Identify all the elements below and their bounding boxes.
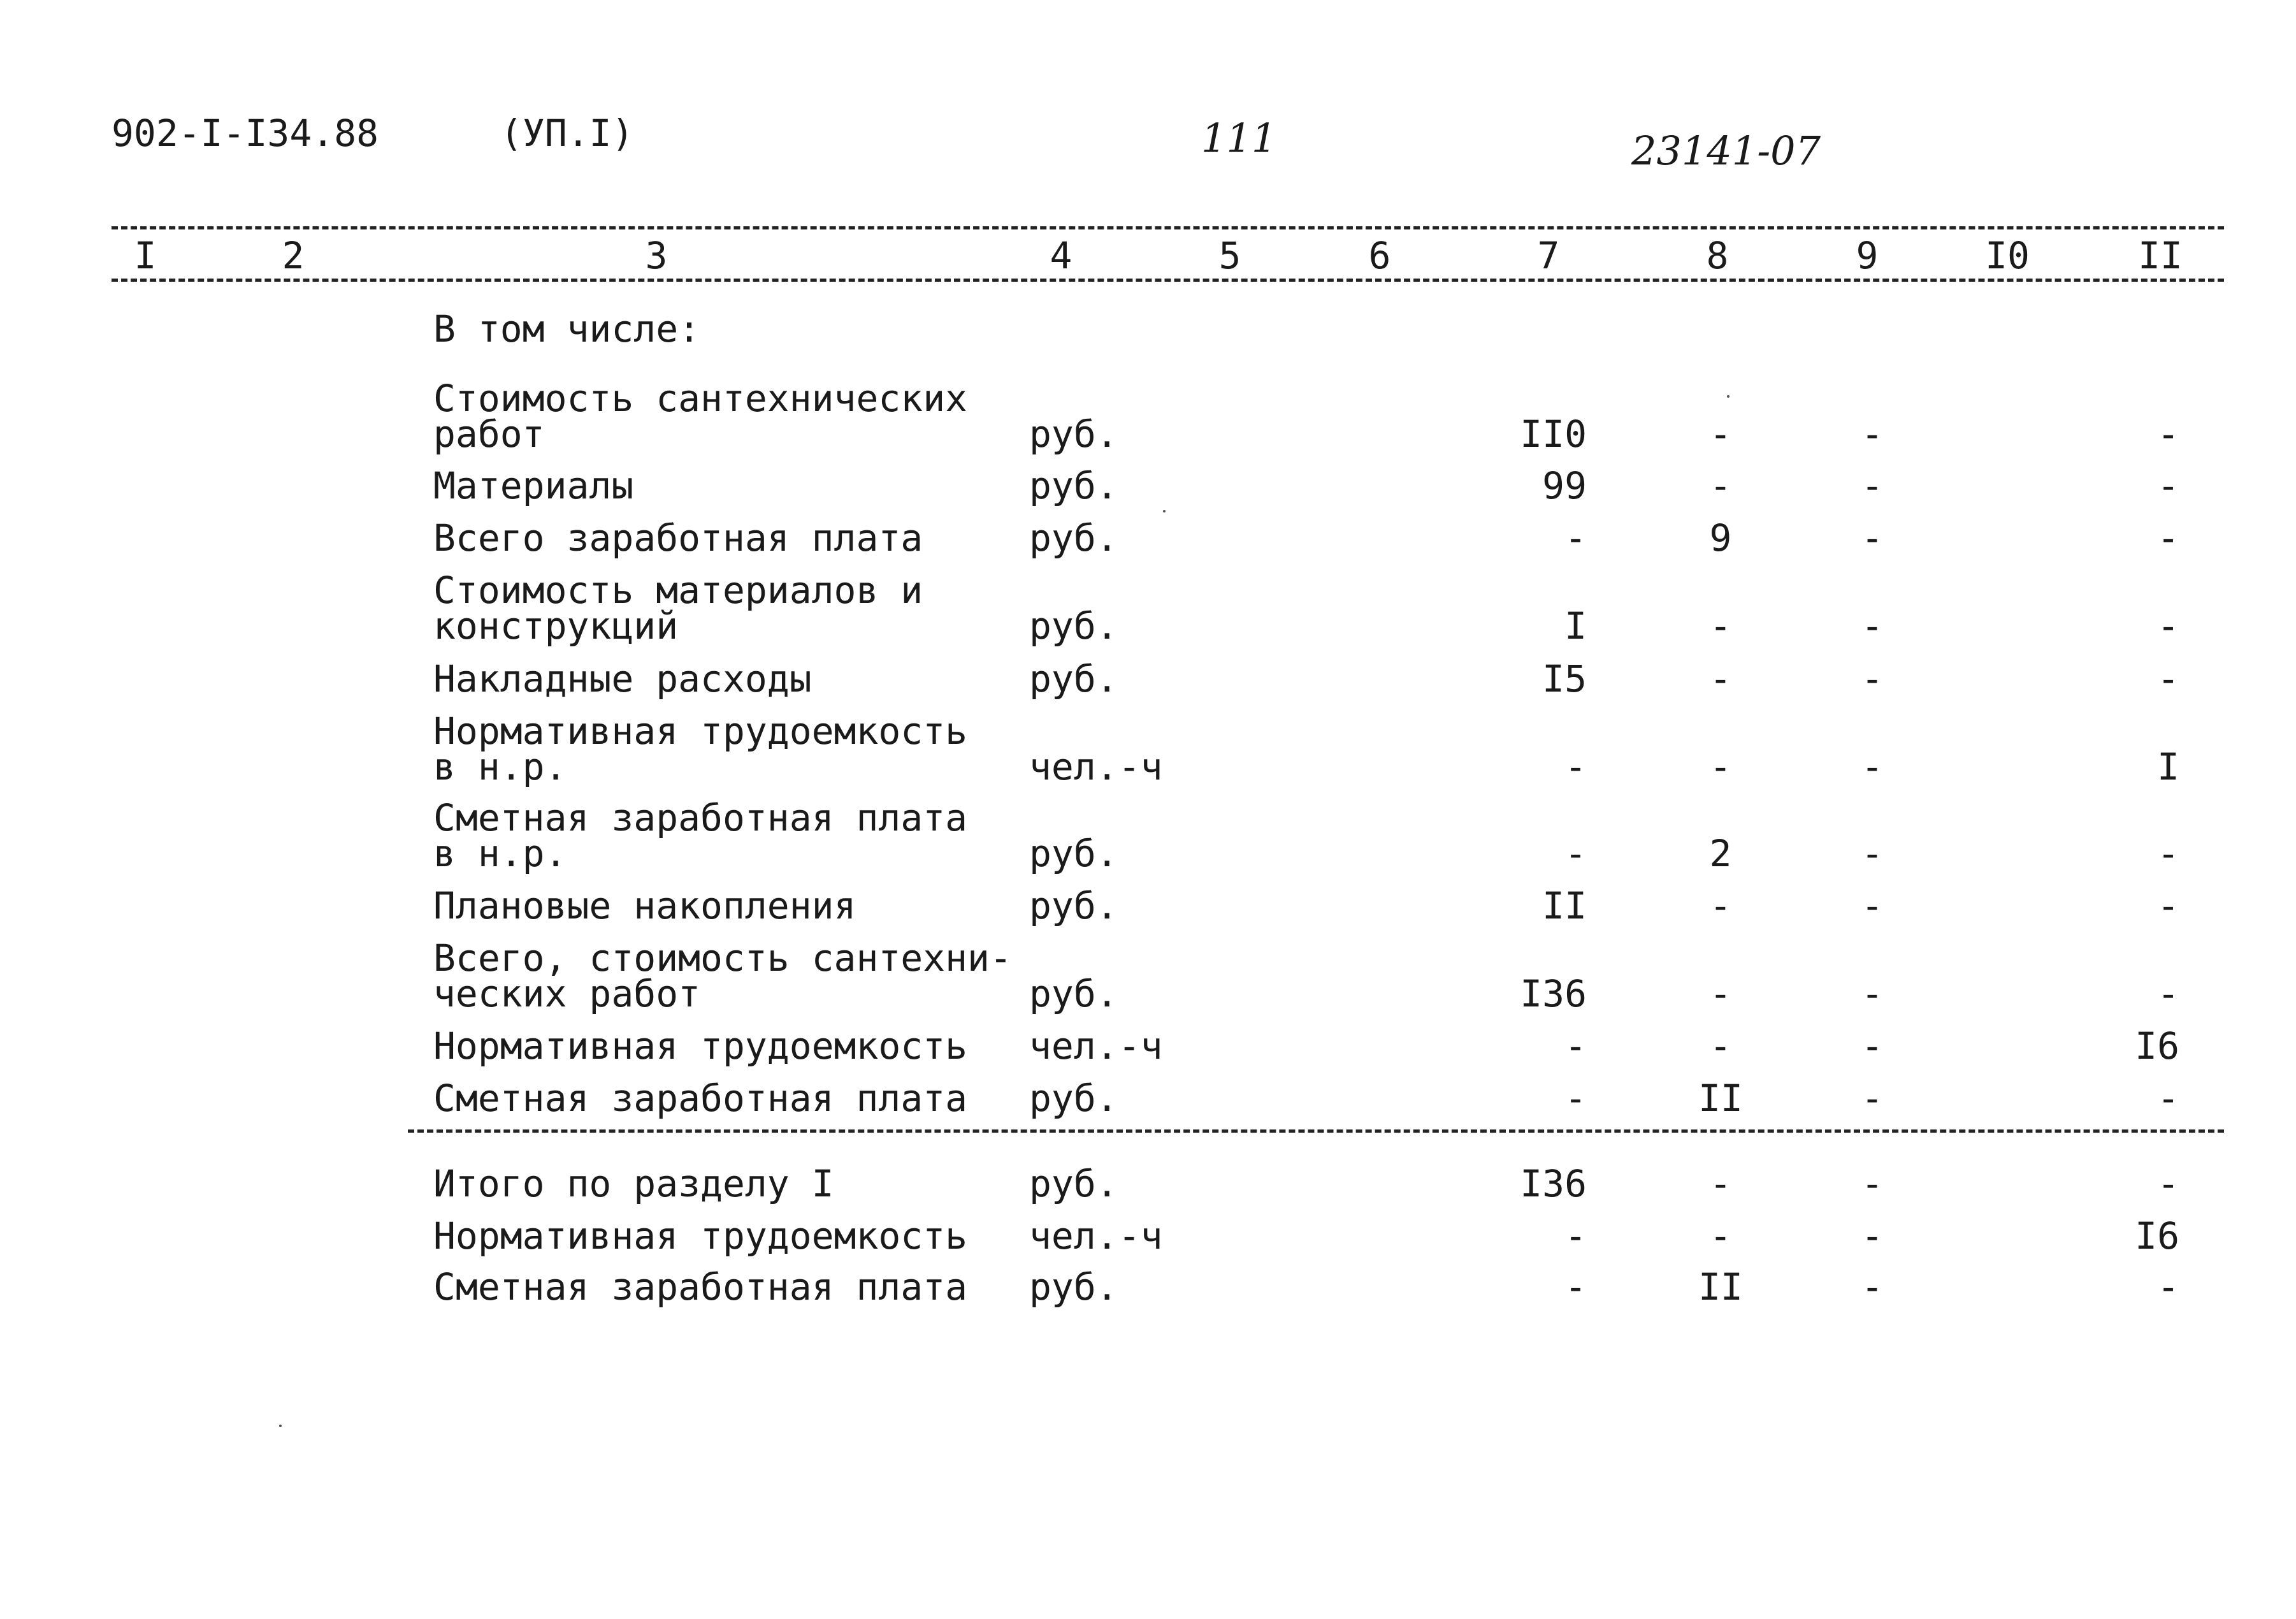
row-unit: руб. — [1029, 1265, 1118, 1309]
cell-col-11: - — [2157, 464, 2179, 507]
cell-col-7: 99 — [1542, 464, 1587, 507]
row-unit: руб. — [1029, 657, 1118, 701]
cell-col-8: - — [1709, 745, 1732, 788]
column-number: I — [134, 234, 157, 277]
totals-rule — [408, 1129, 2224, 1133]
cell-col-11: - — [2157, 1162, 2179, 1205]
volume-label: (УП.I) — [500, 112, 634, 155]
cell-col-7: - — [1564, 832, 1587, 875]
scan-speck — [1727, 395, 1729, 398]
cell-col-7: - — [1564, 1024, 1587, 1068]
cell-col-9: - — [1861, 1024, 1884, 1068]
row-name: Материалы — [433, 464, 634, 507]
row-unit: руб. — [1029, 412, 1118, 456]
column-number: 8 — [1706, 234, 1729, 277]
column-number: 2 — [282, 234, 305, 277]
cell-col-11: I — [2157, 745, 2179, 788]
header-top-rule — [112, 226, 2224, 229]
cell-col-11: - — [2157, 972, 2179, 1015]
row-unit: руб. — [1029, 1077, 1118, 1120]
row-unit: руб. — [1029, 1162, 1118, 1205]
row-unit: руб. — [1029, 464, 1118, 507]
cell-col-8: - — [1709, 464, 1732, 507]
cell-col-7: I36 — [1520, 1162, 1587, 1205]
cell-col-8: II — [1698, 1265, 1743, 1309]
cell-col-7: II — [1542, 884, 1587, 927]
row-name: Плановые накопления — [433, 884, 856, 927]
row-name: Всего заработная плата — [433, 516, 923, 560]
column-number: 5 — [1218, 234, 1241, 277]
cell-col-8: - — [1709, 972, 1732, 1015]
column-number: 6 — [1368, 234, 1391, 277]
cell-col-11: - — [2157, 884, 2179, 927]
row-unit: руб. — [1029, 604, 1118, 648]
document-code: 902-I-I34.88 — [112, 112, 379, 155]
column-number: II — [2138, 234, 2183, 277]
header-bottom-rule — [112, 279, 2224, 282]
section-intro: В том числе: — [433, 307, 701, 351]
cell-col-9: - — [1861, 972, 1884, 1015]
row-name: Нормативная трудоемкость — [433, 1214, 968, 1258]
cell-col-8: - — [1709, 412, 1732, 456]
row-name: ческих работ — [433, 972, 701, 1015]
cell-col-8: - — [1709, 1162, 1732, 1205]
scan-speck — [1163, 510, 1166, 512]
cell-col-7: - — [1564, 745, 1587, 788]
scan-speck — [279, 1425, 282, 1427]
row-name: Всего, стоимость сантехни- — [433, 936, 1012, 980]
row-unit: чел.-ч — [1029, 745, 1163, 788]
column-number: I0 — [1985, 234, 2030, 277]
cell-col-8: 9 — [1709, 516, 1732, 560]
page-number: 111 — [1201, 115, 1277, 161]
cell-col-11: - — [2157, 832, 2179, 875]
column-number: 3 — [645, 234, 668, 277]
cell-col-7: - — [1564, 1077, 1587, 1120]
cell-col-9: - — [1861, 1162, 1884, 1205]
cell-col-9: - — [1861, 412, 1884, 456]
cell-col-9: - — [1861, 604, 1884, 648]
cell-col-8: - — [1709, 1024, 1732, 1068]
cell-col-9: - — [1861, 1077, 1884, 1120]
row-name: работ — [433, 412, 545, 456]
cell-col-11: - — [2157, 412, 2179, 456]
cell-col-7: - — [1564, 1265, 1587, 1309]
row-unit: руб. — [1029, 516, 1118, 560]
cell-col-9: - — [1861, 516, 1884, 560]
cell-col-11: I6 — [2135, 1214, 2179, 1258]
row-unit: чел.-ч — [1029, 1214, 1163, 1258]
cell-col-9: - — [1861, 1265, 1884, 1309]
row-name: в н.р. — [433, 832, 567, 875]
row-unit: руб. — [1029, 832, 1118, 875]
row-name: Накладные расходы — [433, 657, 812, 701]
cell-col-11: I6 — [2135, 1024, 2179, 1068]
cell-col-11: - — [2157, 604, 2179, 648]
column-number: 4 — [1050, 234, 1072, 277]
row-name: конструкций — [433, 604, 679, 648]
row-unit: чел.-ч — [1029, 1024, 1163, 1068]
row-unit: руб. — [1029, 884, 1118, 927]
cell-col-7: - — [1564, 1214, 1587, 1258]
row-name: Нормативная трудоемкость — [433, 1024, 968, 1068]
cell-col-7: I5 — [1542, 657, 1587, 701]
cell-col-8: - — [1709, 884, 1732, 927]
cell-col-9: - — [1861, 745, 1884, 788]
cell-col-8: II — [1698, 1077, 1743, 1120]
row-name: Итого по разделу I — [433, 1162, 834, 1205]
row-name: Сметная заработная плата — [433, 796, 968, 839]
row-name: в н.р. — [433, 745, 567, 788]
cell-col-7: II0 — [1520, 412, 1587, 456]
cell-col-8: - — [1709, 604, 1732, 648]
cell-col-8: - — [1709, 657, 1732, 701]
cell-col-11: - — [2157, 657, 2179, 701]
row-name: Нормативная трудоемкость — [433, 709, 968, 753]
cell-col-9: - — [1861, 884, 1884, 927]
cell-col-11: - — [2157, 1077, 2179, 1120]
row-name: Сметная заработная плата — [433, 1077, 968, 1120]
cell-col-9: - — [1861, 832, 1884, 875]
row-unit: руб. — [1029, 972, 1118, 1015]
cell-col-9: - — [1861, 657, 1884, 701]
column-number: 9 — [1856, 234, 1879, 277]
cell-col-8: - — [1709, 1214, 1732, 1258]
row-name: Стоимость материалов и — [433, 569, 923, 612]
column-number: 7 — [1537, 234, 1560, 277]
cell-col-11: - — [2157, 516, 2179, 560]
cell-col-7: I36 — [1520, 972, 1587, 1015]
cell-col-7: - — [1564, 516, 1587, 560]
cell-col-8: 2 — [1709, 832, 1732, 875]
row-name: Сметная заработная плата — [433, 1265, 968, 1309]
cell-col-11: - — [2157, 1265, 2179, 1309]
cell-col-9: - — [1861, 464, 1884, 507]
cell-col-7: I — [1564, 604, 1587, 648]
row-name: Стоимость сантехнических — [433, 377, 968, 420]
cell-col-9: - — [1861, 1214, 1884, 1258]
archive-number: 23141-07 — [1631, 127, 1821, 174]
